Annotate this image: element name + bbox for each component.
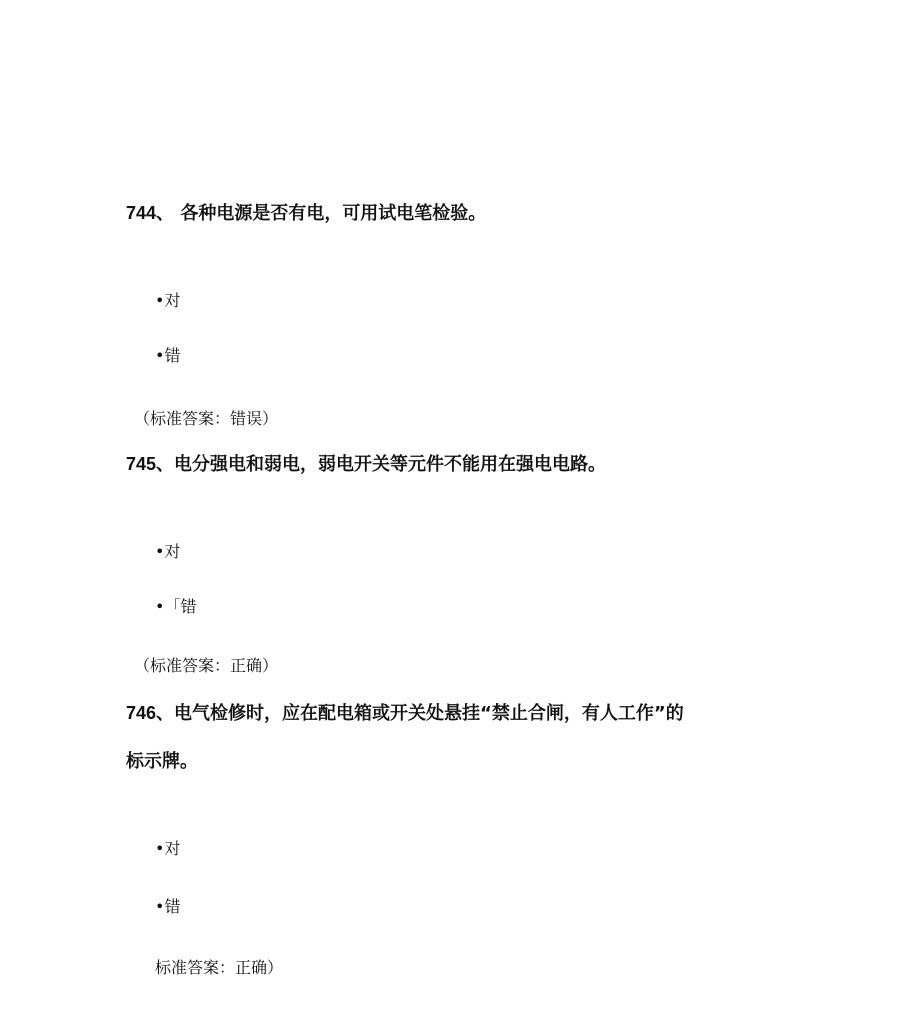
standard-answer: （标准答案：错误） xyxy=(134,409,279,428)
question-stem: 各种电源是否有电，可用试电笔检验。 xyxy=(174,203,487,224)
option-false[interactable]: •错 xyxy=(155,346,181,365)
option-true[interactable]: •对 xyxy=(155,291,181,310)
question-stem: 电气检修时，应在配电箱或开关处悬挂“禁止合闸，有人工作”的 xyxy=(174,703,684,724)
option-true[interactable]: •对 xyxy=(155,839,181,858)
question-stem: 电分强电和弱电，弱电开关等元件不能用在强电电路。 xyxy=(174,454,607,475)
question-746-stem-continuation: 标示牌。 xyxy=(126,751,198,772)
option-true[interactable]: •对 xyxy=(155,542,181,561)
question-746-title xyxy=(126,702,684,725)
question-744-title xyxy=(126,202,486,225)
standard-answer: （标准答案：正确） xyxy=(134,656,279,675)
option-false[interactable]: •错 xyxy=(155,897,181,916)
option-false[interactable]: •「错 xyxy=(155,597,197,616)
question-number: 746、 xyxy=(126,703,175,723)
standard-answer: 标准答案：正确） xyxy=(155,958,284,977)
question-number: 744、 xyxy=(126,203,175,223)
question-number: 745、 xyxy=(126,454,175,474)
question-745-title xyxy=(126,453,606,476)
